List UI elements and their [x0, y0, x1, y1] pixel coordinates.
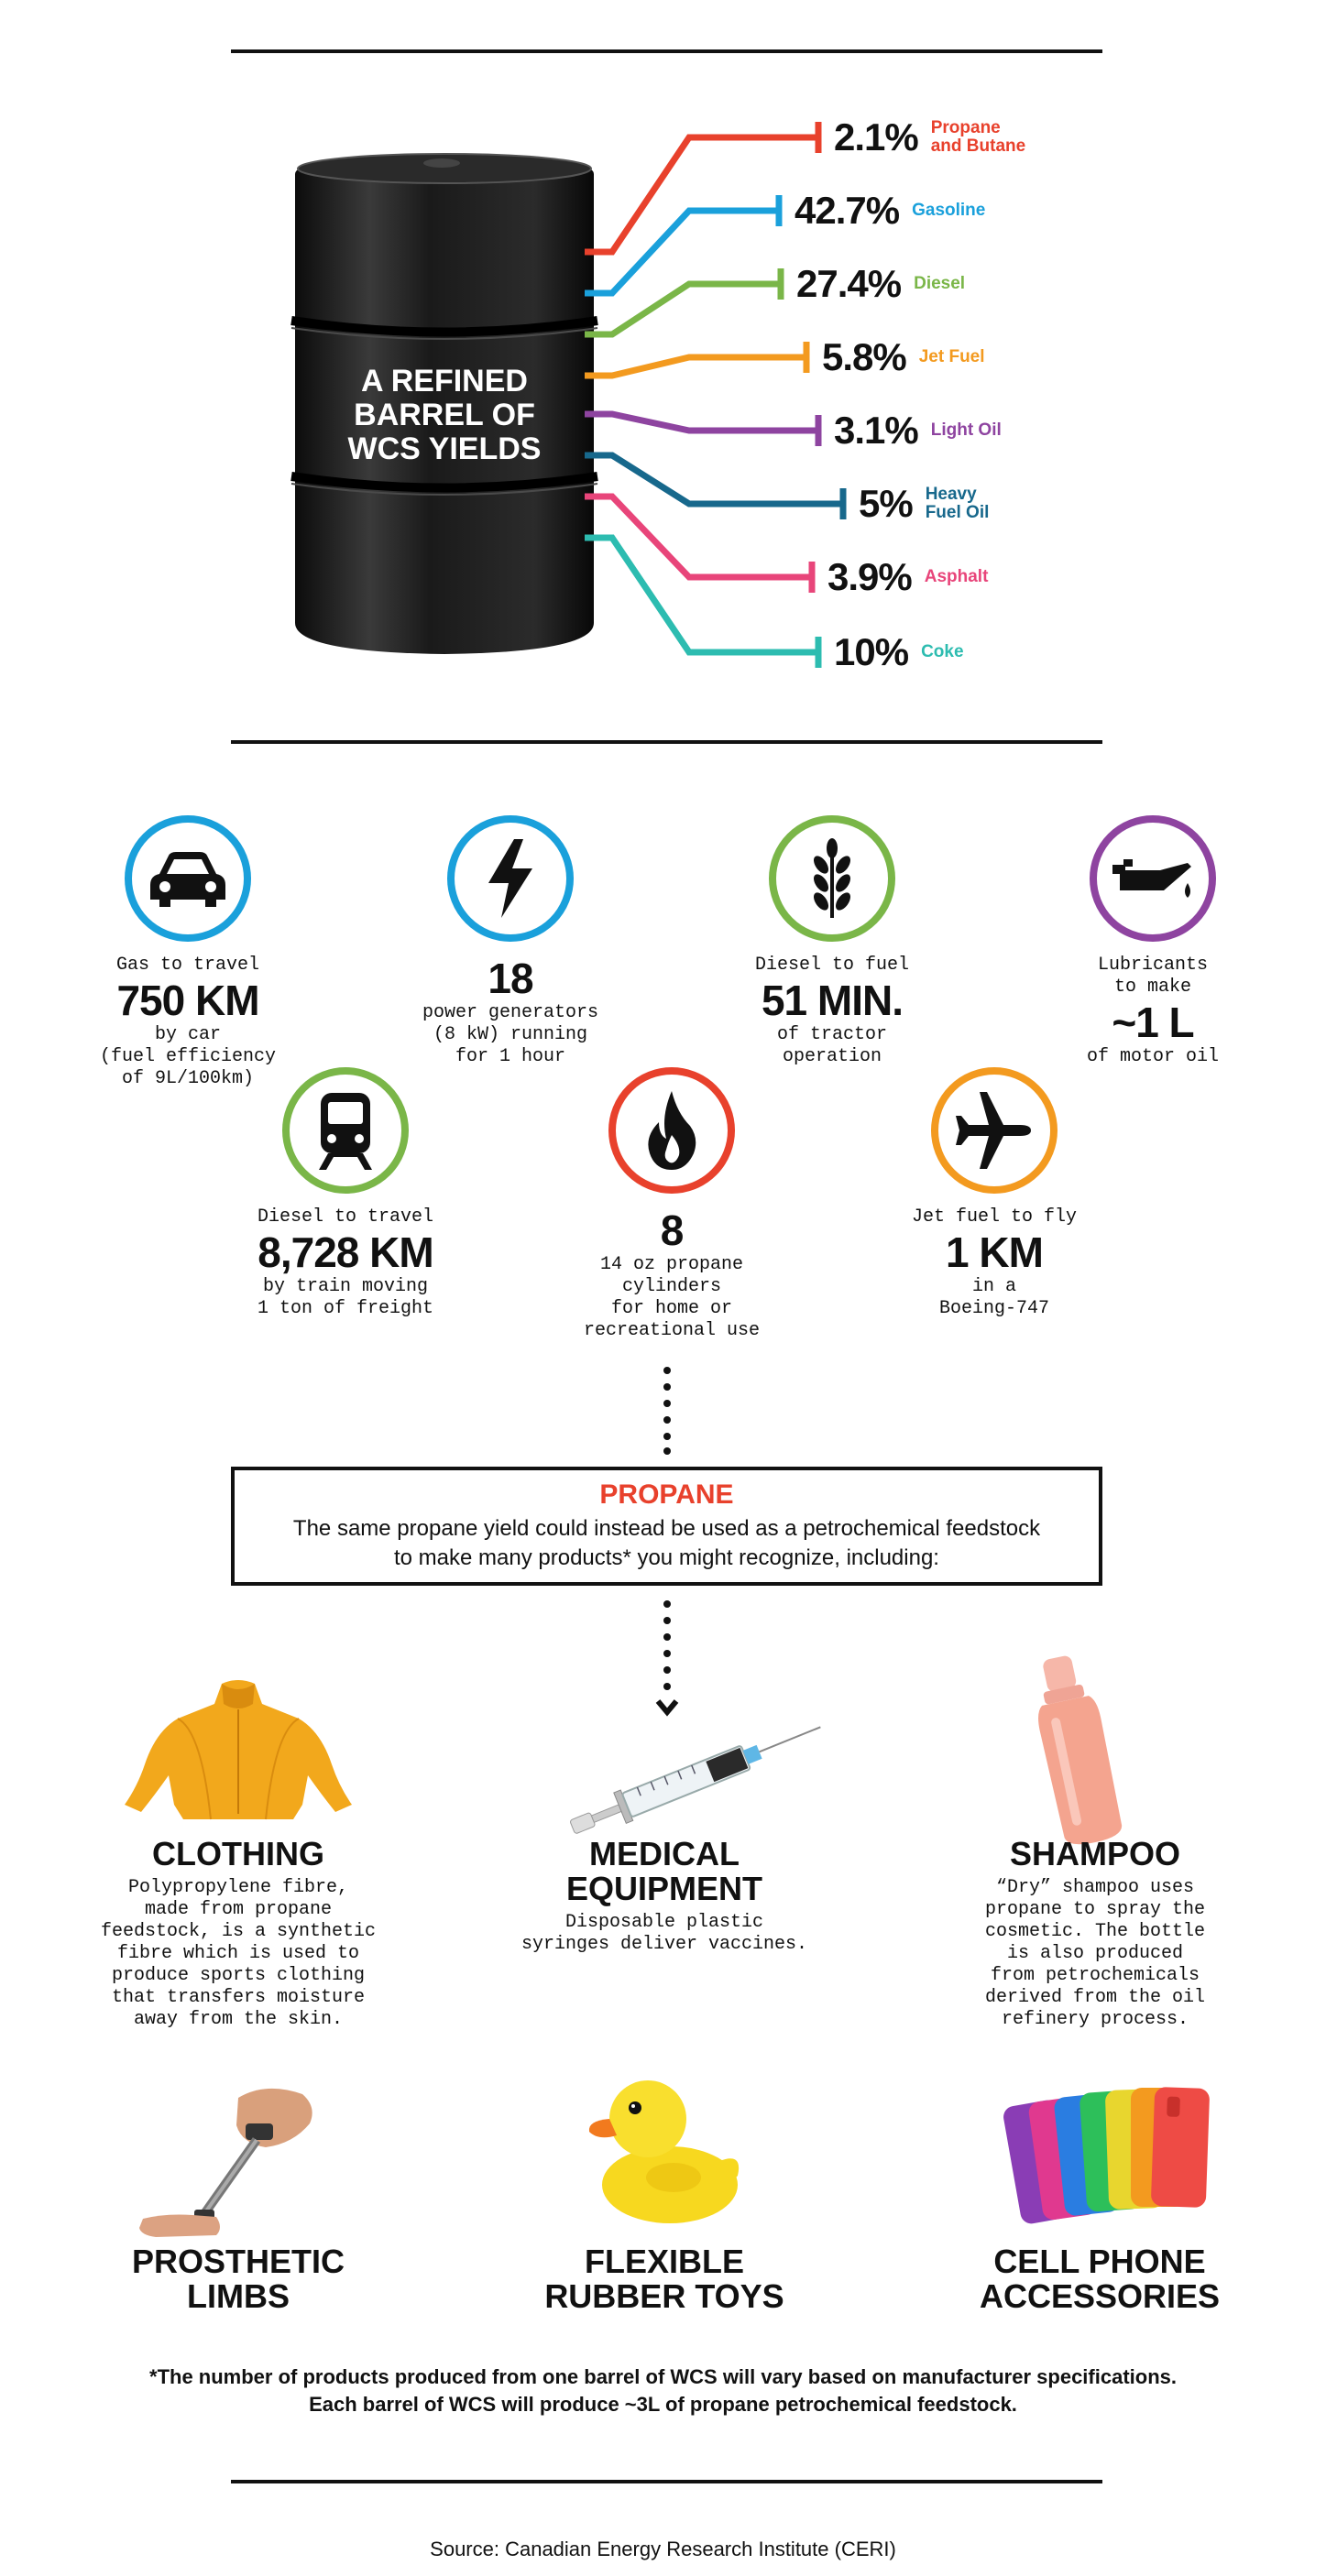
desc-line: propane to spray the: [984, 1899, 1206, 1920]
product-prosthetic: [73, 2244, 403, 2314]
stat-pre-text: Jet fuel to fly: [911, 1206, 1078, 1228]
yield-label-line: and Butane: [930, 136, 1026, 156]
stat-post-text: operation: [782, 1046, 882, 1067]
yield-row-heavyfuel: [859, 481, 989, 527]
yield-label: Light Oil: [930, 420, 1002, 440]
stat-post-text: power generators: [422, 1002, 599, 1023]
stat-post-text: by car: [154, 1024, 221, 1045]
stat-circle: [447, 815, 574, 942]
propane-title: PROPANE: [599, 1479, 734, 1510]
prosthetic-leg-image: [128, 2079, 339, 2244]
stat-post-text: by train moving: [262, 1276, 429, 1297]
yield-row-propane: [834, 115, 1025, 160]
connector-asphalt: [585, 497, 812, 577]
yield-label: Gasoline: [912, 201, 986, 220]
desc-line: “Dry” shampoo uses: [995, 1877, 1195, 1898]
stat-train: [208, 1067, 483, 1320]
stat-motor-oil: [1015, 815, 1290, 1068]
product-title: SHAMPOO: [1009, 1835, 1180, 1872]
product-clothing: [73, 1837, 403, 2031]
yield-percent: 5.8%: [822, 335, 906, 378]
product-title: MEDICAL: [589, 1835, 740, 1872]
product-medical: [499, 1837, 829, 1956]
stat-circle: [608, 1067, 735, 1194]
stat-post-text: 14 oz propane: [599, 1254, 744, 1275]
yield-row-gasoline: [795, 188, 985, 234]
product-title: CELL PHONE: [993, 2243, 1206, 2280]
desc-line: refinery process.: [1001, 2009, 1189, 2030]
stat-tractor: [695, 815, 970, 1068]
yield-percent: 10%: [834, 630, 909, 673]
stat-circle: [931, 1067, 1058, 1194]
connector-propane: [585, 137, 818, 252]
stat-big-value: 51 MIN.: [761, 977, 904, 1024]
stat-post-text: Boeing-747: [938, 1298, 1050, 1319]
connector-jetfuel: [585, 357, 806, 376]
stat-airplane: [857, 1067, 1132, 1320]
footnote-line: Each barrel of WCS will produce ~3L of propane petrochemical feedstock.: [309, 2393, 1017, 2416]
yield-label: [926, 486, 990, 522]
yield-row-asphalt: [827, 554, 988, 600]
syringe-image: [550, 1704, 843, 1850]
yield-row-jetfuel: [822, 334, 985, 380]
stat-circle: [125, 815, 251, 942]
yield-connectors: [0, 0, 1326, 733]
stat-post-text: for home or: [610, 1298, 733, 1319]
product-title: FLEXIBLE: [584, 2243, 744, 2280]
stat-big-value: 8: [660, 1206, 684, 1254]
stat-circle: [1090, 815, 1216, 942]
desc-line: feedstock, is a synthetic: [100, 1921, 377, 1942]
footnote: [55, 2363, 1271, 2418]
desc-line: derived from the oil: [984, 1987, 1206, 2008]
stat-post-text: cylinders: [621, 1276, 722, 1297]
yield-label-line: Propane: [930, 118, 1001, 137]
stat-post-text: in a: [971, 1276, 1016, 1297]
yield-label-line: Fuel Oil: [925, 503, 990, 522]
lightning-icon: [483, 837, 538, 920]
flame-icon: [644, 1089, 699, 1172]
connector-heavyfuel: [585, 455, 843, 504]
footnote-line: *The number of products produced from one barrel of WCS will vary based on manufacturer specifications.: [149, 2365, 1177, 2388]
yield-row-coke: [834, 629, 964, 675]
desc-line: Disposable plastic: [564, 1912, 764, 1933]
stat-post-text: recreational use: [583, 1320, 761, 1341]
stat-pre-text: Lubricants: [1097, 955, 1209, 976]
stat-big-value: 18: [488, 955, 533, 1002]
product-description: [930, 1877, 1260, 2031]
stat-circle: [769, 815, 895, 942]
product-description: [499, 1912, 829, 1956]
jacket-image: [119, 1676, 357, 1823]
product-rubber-toys: [499, 2244, 829, 2314]
train-icon: [313, 1089, 378, 1172]
stat-pre-text: Diesel to travel: [257, 1206, 434, 1228]
yield-label: [931, 119, 1025, 156]
oil-can-icon: [1109, 846, 1197, 911]
stat-propane-cylinders: [534, 1067, 809, 1342]
stat-post-text: of tractor: [776, 1024, 888, 1045]
wheat-icon: [805, 837, 860, 920]
stat-post-text: 1 ton of freight: [257, 1298, 434, 1319]
yield-label: Asphalt: [924, 567, 989, 586]
product-description: [73, 1877, 403, 2031]
yield-row-lightoil: [834, 408, 1002, 453]
stat-big-value: 750 KM: [116, 977, 259, 1024]
product-title: CLOTHING: [152, 1835, 324, 1872]
connector-lightoil: [585, 414, 818, 431]
yield-percent: 42.7%: [795, 189, 900, 232]
yield-percent: 5%: [859, 482, 913, 525]
desc-line: that transfers moisture: [111, 1987, 366, 2008]
yield-percent: 27.4%: [796, 262, 902, 305]
product-shampoo: [930, 1837, 1260, 2031]
airplane-icon: [950, 1086, 1038, 1174]
stat-big-value: ~1 L: [1112, 999, 1194, 1046]
propane-info-box: [231, 1467, 1102, 1586]
barrel-title-line: BARREL OF: [354, 398, 535, 432]
stat-pre-text: Gas to travel: [115, 955, 260, 976]
stat-pre-text: Diesel to fuel: [754, 955, 910, 976]
yield-percent: 2.1%: [834, 115, 918, 158]
product-title: PROSTHETIC: [131, 2243, 345, 2280]
desc-line: produce sports clothing: [111, 1965, 366, 1986]
rubber-duck-image: [582, 2066, 747, 2231]
propane-text-line: to make many products* you might recognize, including:: [394, 1545, 939, 1570]
stat-big-value: 1 KM: [946, 1228, 1043, 1276]
car-icon: [147, 846, 229, 911]
yield-label: Jet Fuel: [918, 347, 985, 366]
yield-percent: 3.9%: [827, 555, 912, 598]
yield-row-diesel: [796, 261, 965, 307]
connector-coke: [585, 538, 818, 652]
dotted-connector: [660, 1365, 674, 1457]
bottom-divider: [231, 2480, 1102, 2483]
yield-percent: 3.1%: [834, 409, 918, 452]
product-title: LIMBS: [187, 2277, 290, 2315]
stat-pre-text: to make: [1113, 977, 1191, 998]
stat-car: [50, 815, 325, 1090]
product-phone-accessories: [935, 2244, 1265, 2314]
desc-line: is also produced: [1006, 1943, 1184, 1964]
yield-label: Coke: [921, 642, 964, 661]
source-credit: Source: Canadian Energy Research Institute (CERI): [430, 2538, 896, 2560]
yield-label: Diesel: [914, 274, 966, 293]
desc-line: fibre which is used to: [116, 1943, 360, 1964]
stat-post-text: of motor oil: [1086, 1046, 1220, 1067]
stat-big-value: 8,728 KM: [258, 1228, 433, 1276]
barrel-title-line: A REFINED: [361, 364, 528, 398]
yield-label-line: Heavy: [925, 485, 977, 504]
section-divider: [231, 740, 1102, 744]
product-title: RUBBER TOYS: [544, 2277, 784, 2315]
phone-cases-image: [999, 2075, 1219, 2231]
stat-post-text: for 1 hour: [455, 1046, 566, 1067]
stat-post-text: (8 kW) running: [433, 1024, 588, 1045]
desc-line: from petrochemicals: [990, 1965, 1200, 1986]
desc-line: away from the skin.: [133, 2009, 344, 2030]
stat-post-text: (fuel efficiency: [99, 1046, 277, 1067]
desc-line: Polypropylene fibre,: [127, 1877, 349, 1898]
barrel-title-line: WCS YIELDS: [347, 431, 542, 466]
product-title: ACCESSORIES: [979, 2277, 1221, 2315]
desc-line: made from propane: [144, 1899, 333, 1920]
shampoo-bottle-image: [1026, 1649, 1136, 1850]
product-title: EQUIPMENT: [565, 1870, 762, 1907]
propane-text-line: The same propane yield could instead be used as a petrochemical feedstock: [292, 1516, 1041, 1541]
desc-line: cosmetic. The bottle: [984, 1921, 1206, 1942]
desc-line: syringes deliver vaccines.: [521, 1934, 808, 1955]
stat-power: [373, 815, 648, 1068]
stat-post-text: of 9L/100km): [121, 1068, 255, 1089]
stat-circle: [282, 1067, 409, 1194]
